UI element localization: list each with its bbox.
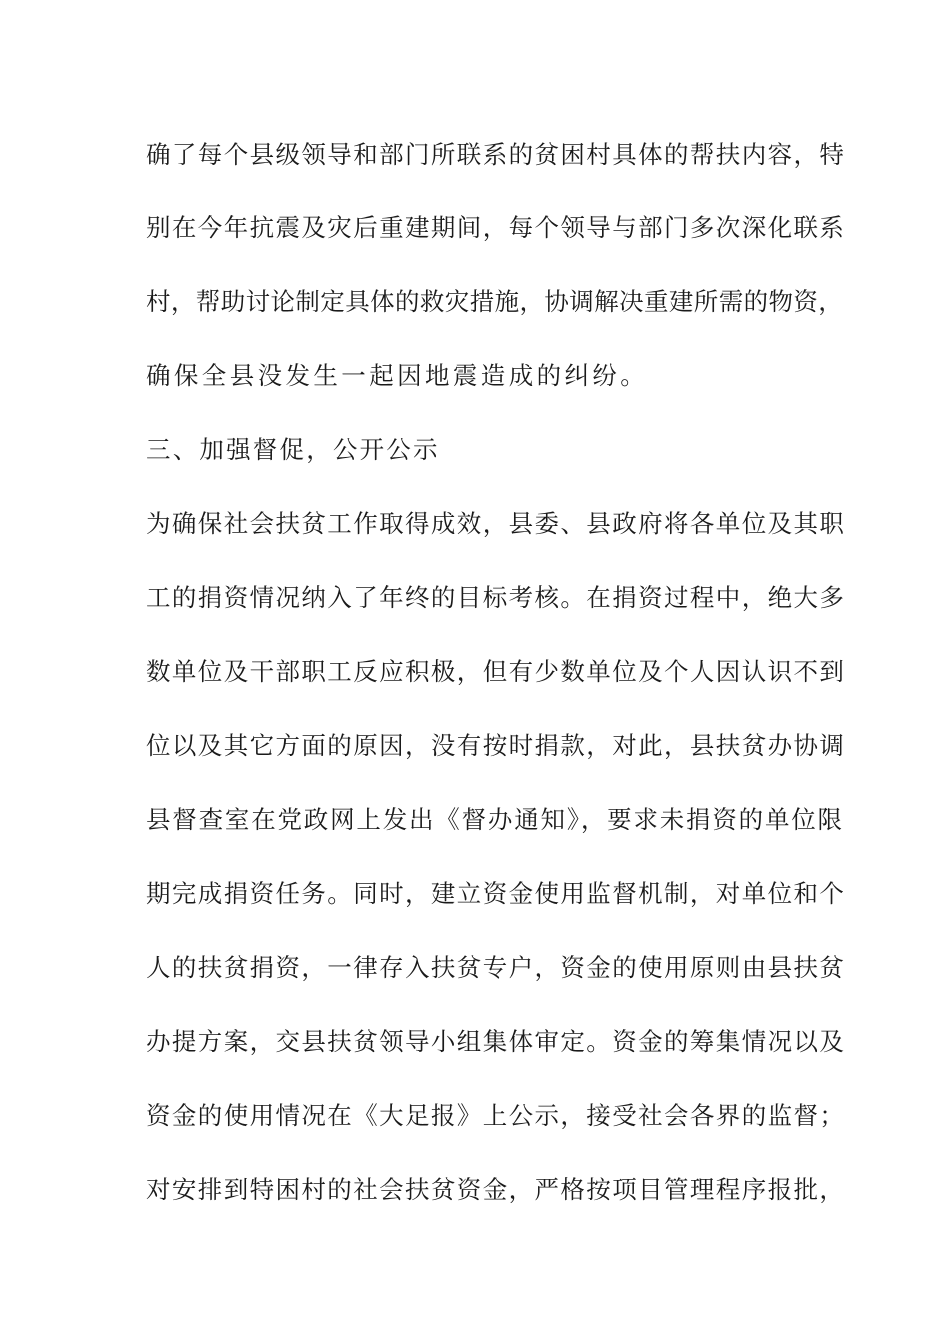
text-line: 对安排到特困村的社会扶贫资金，严格按项目管理程序报批， bbox=[146, 1175, 846, 1204]
text-line: 数单位及干部职工反应积极，但有少数单位及个人因认识不到 bbox=[146, 657, 846, 686]
text-line: 为确保社会扶贫工作取得成效，县委、县政府将各单位及其职 bbox=[146, 509, 846, 538]
text-line: 确保全县没发生一起因地震造成的纠纷。 bbox=[146, 361, 649, 390]
text-line: 县督查室在党政网上发出《督办通知》，要求未捐资的单位限 bbox=[146, 805, 844, 834]
text-line: 确了每个县级领导和部门所联系的贫困村具体的帮扶内容，特 bbox=[146, 140, 846, 169]
section-heading: 三、加强督促，公开公示 bbox=[146, 435, 440, 464]
text-line: 村，帮助讨论制定具体的救灾措施，协调解决重建所需的物资， bbox=[146, 287, 844, 316]
text-line: 办提方案，交县扶贫领导小组集体审定。资金的筹集情况以及 bbox=[146, 1027, 846, 1056]
text-line: 人的扶贫捐资，一律存入扶贫专户，资金的使用原则由县扶贫 bbox=[146, 953, 846, 982]
text-line: 期完成捐资任务。同时，建立资金使用监督机制，对单位和个 bbox=[146, 879, 846, 908]
text-line: 工的捐资情况纳入了年终的目标考核。在捐资过程中，绝大多 bbox=[146, 583, 846, 612]
text-line: 别在今年抗震及灾后重建期间，每个领导与部门多次深化联系 bbox=[146, 213, 846, 242]
text-line: 位以及其它方面的原因，没有按时捐款，对此，县扶贫办协调 bbox=[146, 731, 846, 760]
text-line: 资金的使用情况在《大足报》上公示，接受社会各界的监督； bbox=[146, 1101, 846, 1130]
